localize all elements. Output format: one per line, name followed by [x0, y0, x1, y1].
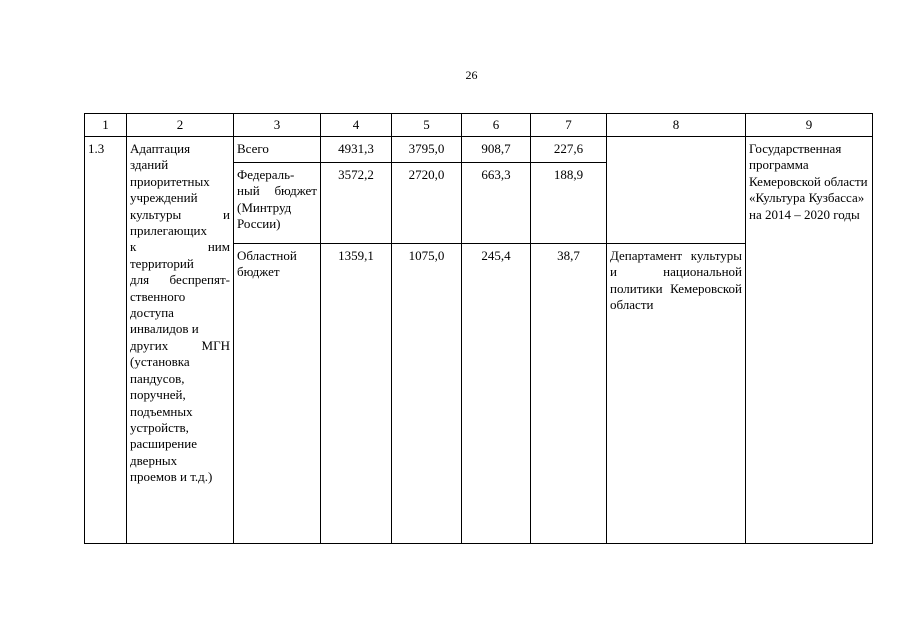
measure-line: культуры и: [130, 206, 230, 222]
value-col7: 38,7: [531, 244, 607, 544]
table-row-total: [85, 137, 873, 163]
measure-line: приоритетных: [130, 173, 210, 189]
header-row: [85, 114, 873, 137]
measure-line: других МГН: [130, 337, 230, 353]
header-cell-3: 3: [234, 114, 321, 137]
header-cell-2: 2: [127, 114, 234, 137]
measure-line: Адаптация: [130, 141, 191, 156]
measure-line: прилегающих: [130, 223, 207, 239]
budget-table: [84, 113, 873, 544]
measure-line: для беспрепят-: [130, 272, 230, 288]
funding-source-total: Всего: [234, 137, 321, 163]
measure-line: к ним: [130, 239, 230, 255]
measure-line: ственного: [130, 288, 186, 304]
executor-empty: [607, 137, 746, 244]
value-col4: 4931,3: [321, 137, 392, 163]
measure-line: подъемных: [130, 403, 193, 419]
executor-department: Департамент культуры и национальной политики Кемеровской области: [607, 244, 746, 544]
measure-line: зданий: [130, 157, 169, 173]
measure-line: территорий: [130, 255, 194, 271]
value-col6: 908,7: [462, 137, 531, 163]
header-cell-1: 1: [85, 114, 127, 137]
measure-line: поручней,: [130, 387, 186, 403]
measure-line: пандусов,: [130, 370, 185, 386]
header-cell-6: 6: [462, 114, 531, 137]
header-cell-4: 4: [321, 114, 392, 137]
measure-line: учреждений: [130, 190, 198, 206]
header-cell-7: 7: [531, 114, 607, 137]
value-col6: 245,4: [462, 244, 531, 544]
measure-name: [127, 137, 234, 544]
measure-line: дверных: [130, 452, 178, 468]
header-cell-8: 8: [607, 114, 746, 137]
measure-line: (установка: [130, 354, 190, 370]
value-col4: 3572,2: [321, 163, 392, 244]
value-col7: 227,6: [531, 137, 607, 163]
measure-line: доступа: [130, 305, 174, 321]
program-name: Государственная программа Кемеровской области «Культура Кузбасса» на 2014 – 2020 годы: [746, 137, 873, 544]
value-col6: 663,3: [462, 163, 531, 244]
row-index: 1.3: [85, 137, 127, 544]
measure-line: инвалидов и: [130, 321, 199, 337]
measure-line: расширение: [130, 436, 197, 452]
value-col5: 1075,0: [392, 244, 462, 544]
funding-source-federal: Федераль-ный бюджет (Минтруд России): [234, 163, 321, 244]
measure-line: устройств,: [130, 419, 189, 435]
value-col4: 1359,1: [321, 244, 392, 544]
value-col7: 188,9: [531, 163, 607, 244]
header-cell-9: 9: [746, 114, 873, 137]
page-number: 26: [465, 68, 478, 82]
value-col5: 3795,0: [392, 137, 462, 163]
funding-source-regional: Областной бюджет: [234, 244, 321, 544]
measure-line: проемов и т.д.): [130, 469, 213, 485]
header-cell-5: 5: [392, 114, 462, 137]
value-col5: 2720,0: [392, 163, 462, 244]
